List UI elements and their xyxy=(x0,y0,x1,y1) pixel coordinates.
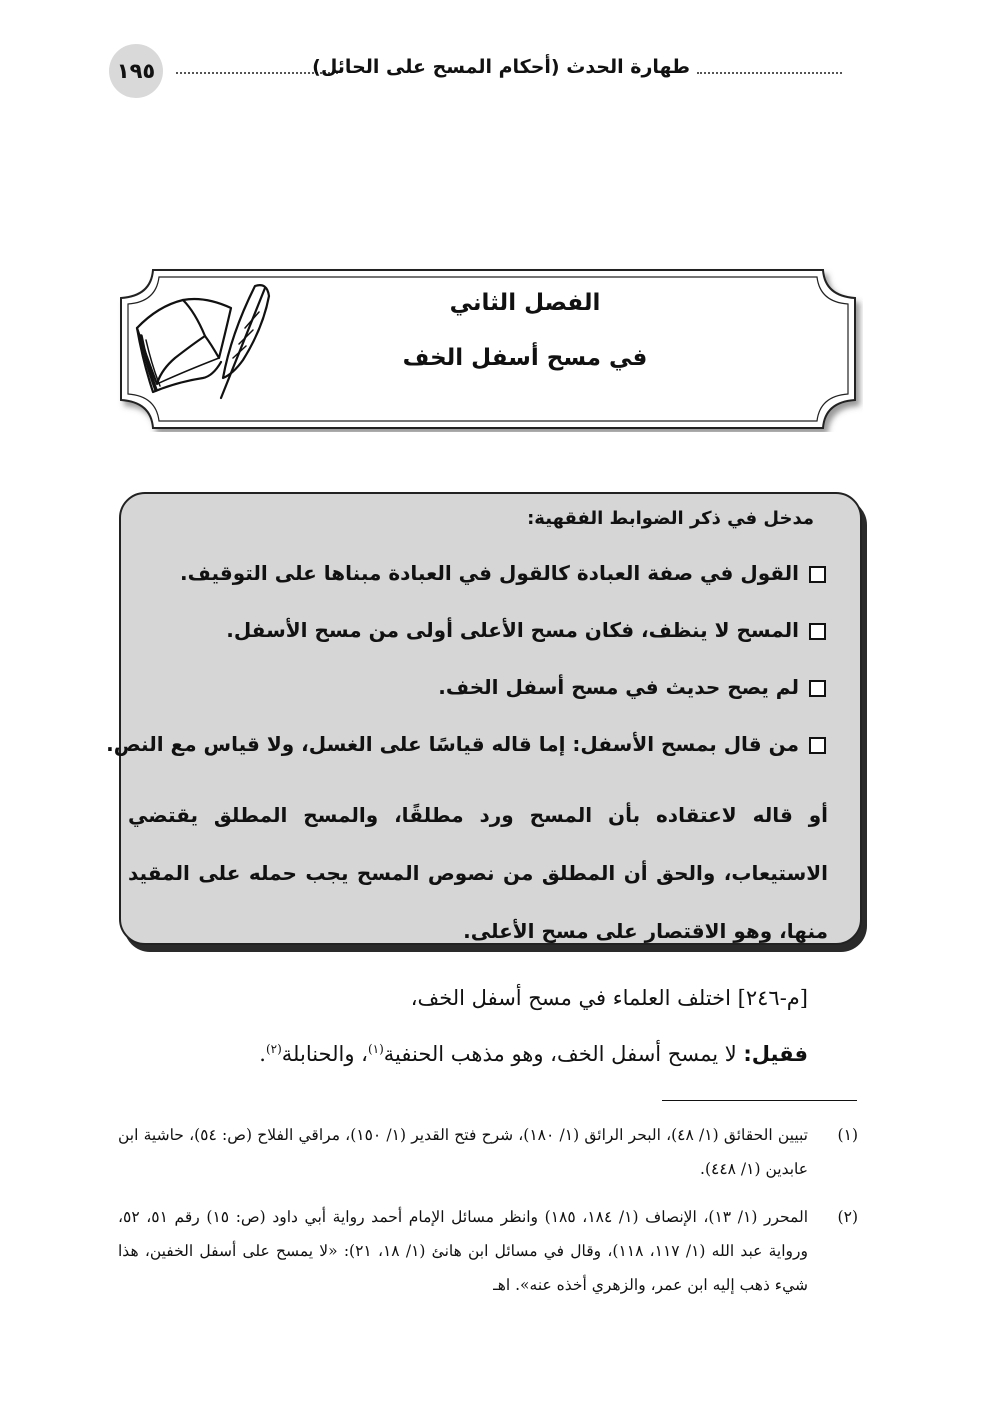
footnote-separator xyxy=(662,1100,857,1101)
footnote-text: تبيين الحقائق (١/ ٤٨)، البحر الرائق (١/ ١٨٠)، شرح فتح القدير (١/ ١٥٠)، مراقي الفلاح (ص: ٥٤)، حاشية ابن عابدين (١/ ٤٤٨). xyxy=(118,1126,808,1178)
checkbox-icon xyxy=(809,566,826,583)
checkbox-icon xyxy=(809,737,826,754)
rules-heading: مدخل في ذكر الضوابط الفقهية: xyxy=(527,508,814,529)
rule-item-text: من قال بمسح الأسفل: إما قاله قياسًا على الغسل، ولا قياس مع النص. xyxy=(106,732,799,756)
rule-item xyxy=(180,561,826,585)
rule-item-text: القول في صفة العبادة كالقول في العبادة مبناها على التوقيف. xyxy=(180,561,799,585)
rule-continuation: أو قاله لاعتقاده بأن المسح ورد مطلقًا، والمسح المطلق يقتضي الاستيعاب، والحق أن المطلق من نصوص المسح يجب حمله على المقيد منها، وهو الاقتصار على مسح الأعلى. xyxy=(128,803,828,943)
header-dots-right xyxy=(697,72,842,74)
body-label-bold: فقيل: xyxy=(743,1042,808,1066)
page-number: ١٩٥ xyxy=(109,44,163,98)
rule-item xyxy=(106,732,826,756)
chapter-label: الفصل الثاني xyxy=(449,290,601,316)
footnote-number: (٢) xyxy=(837,1208,858,1226)
footnote-ref-2[interactable]: (٢) xyxy=(265,1042,282,1056)
running-title: طهارة الحدث (أحكام المسح على الحائل) xyxy=(312,56,690,78)
footnote-number: (١) xyxy=(837,1126,858,1144)
body-text: . xyxy=(259,1042,266,1066)
body-line-2 xyxy=(259,1042,808,1066)
checkbox-icon xyxy=(809,623,826,640)
rule-item-text: المسح لا ينظف، فكان مسح الأعلى أولى من مسح الأسفل. xyxy=(226,618,799,642)
rule-item xyxy=(438,675,826,699)
checkbox-icon xyxy=(809,680,826,697)
footnote-text: المحرر (١/ ١٣)، الإنصاف (١/ ١٨٤، ١٨٥) وانظر مسائل الإمام أحمد رواية أبي داود (ص: ١٥) رقم ٥١، ٥٢، ورواية عبد الله (١/ ١١٧، ١١٨)، وقال في مسائل ابن هانئ (١/ ١٨، ٢١): «لا يمسح على أسفل الخفين، هذا شيء ذهب إليه ابن عمر، والزهري أخذه عنه». اهـ xyxy=(118,1208,809,1294)
body-text: لا يمسح أسفل الخف، وهو مذهب الحنفية xyxy=(383,1042,744,1066)
rule-item-text: لم يصح حديث في مسح أسفل الخف. xyxy=(438,675,799,699)
body-line-1: [م-٢٤٦] اختلف العلماء في مسح أسفل الخف، xyxy=(410,986,808,1010)
body-text: ، والحنابلة xyxy=(281,1042,368,1066)
footnote-ref-1[interactable]: (١) xyxy=(367,1042,384,1056)
rule-item xyxy=(226,618,826,642)
chapter-title: في مسح أسفل الخف xyxy=(402,345,648,371)
